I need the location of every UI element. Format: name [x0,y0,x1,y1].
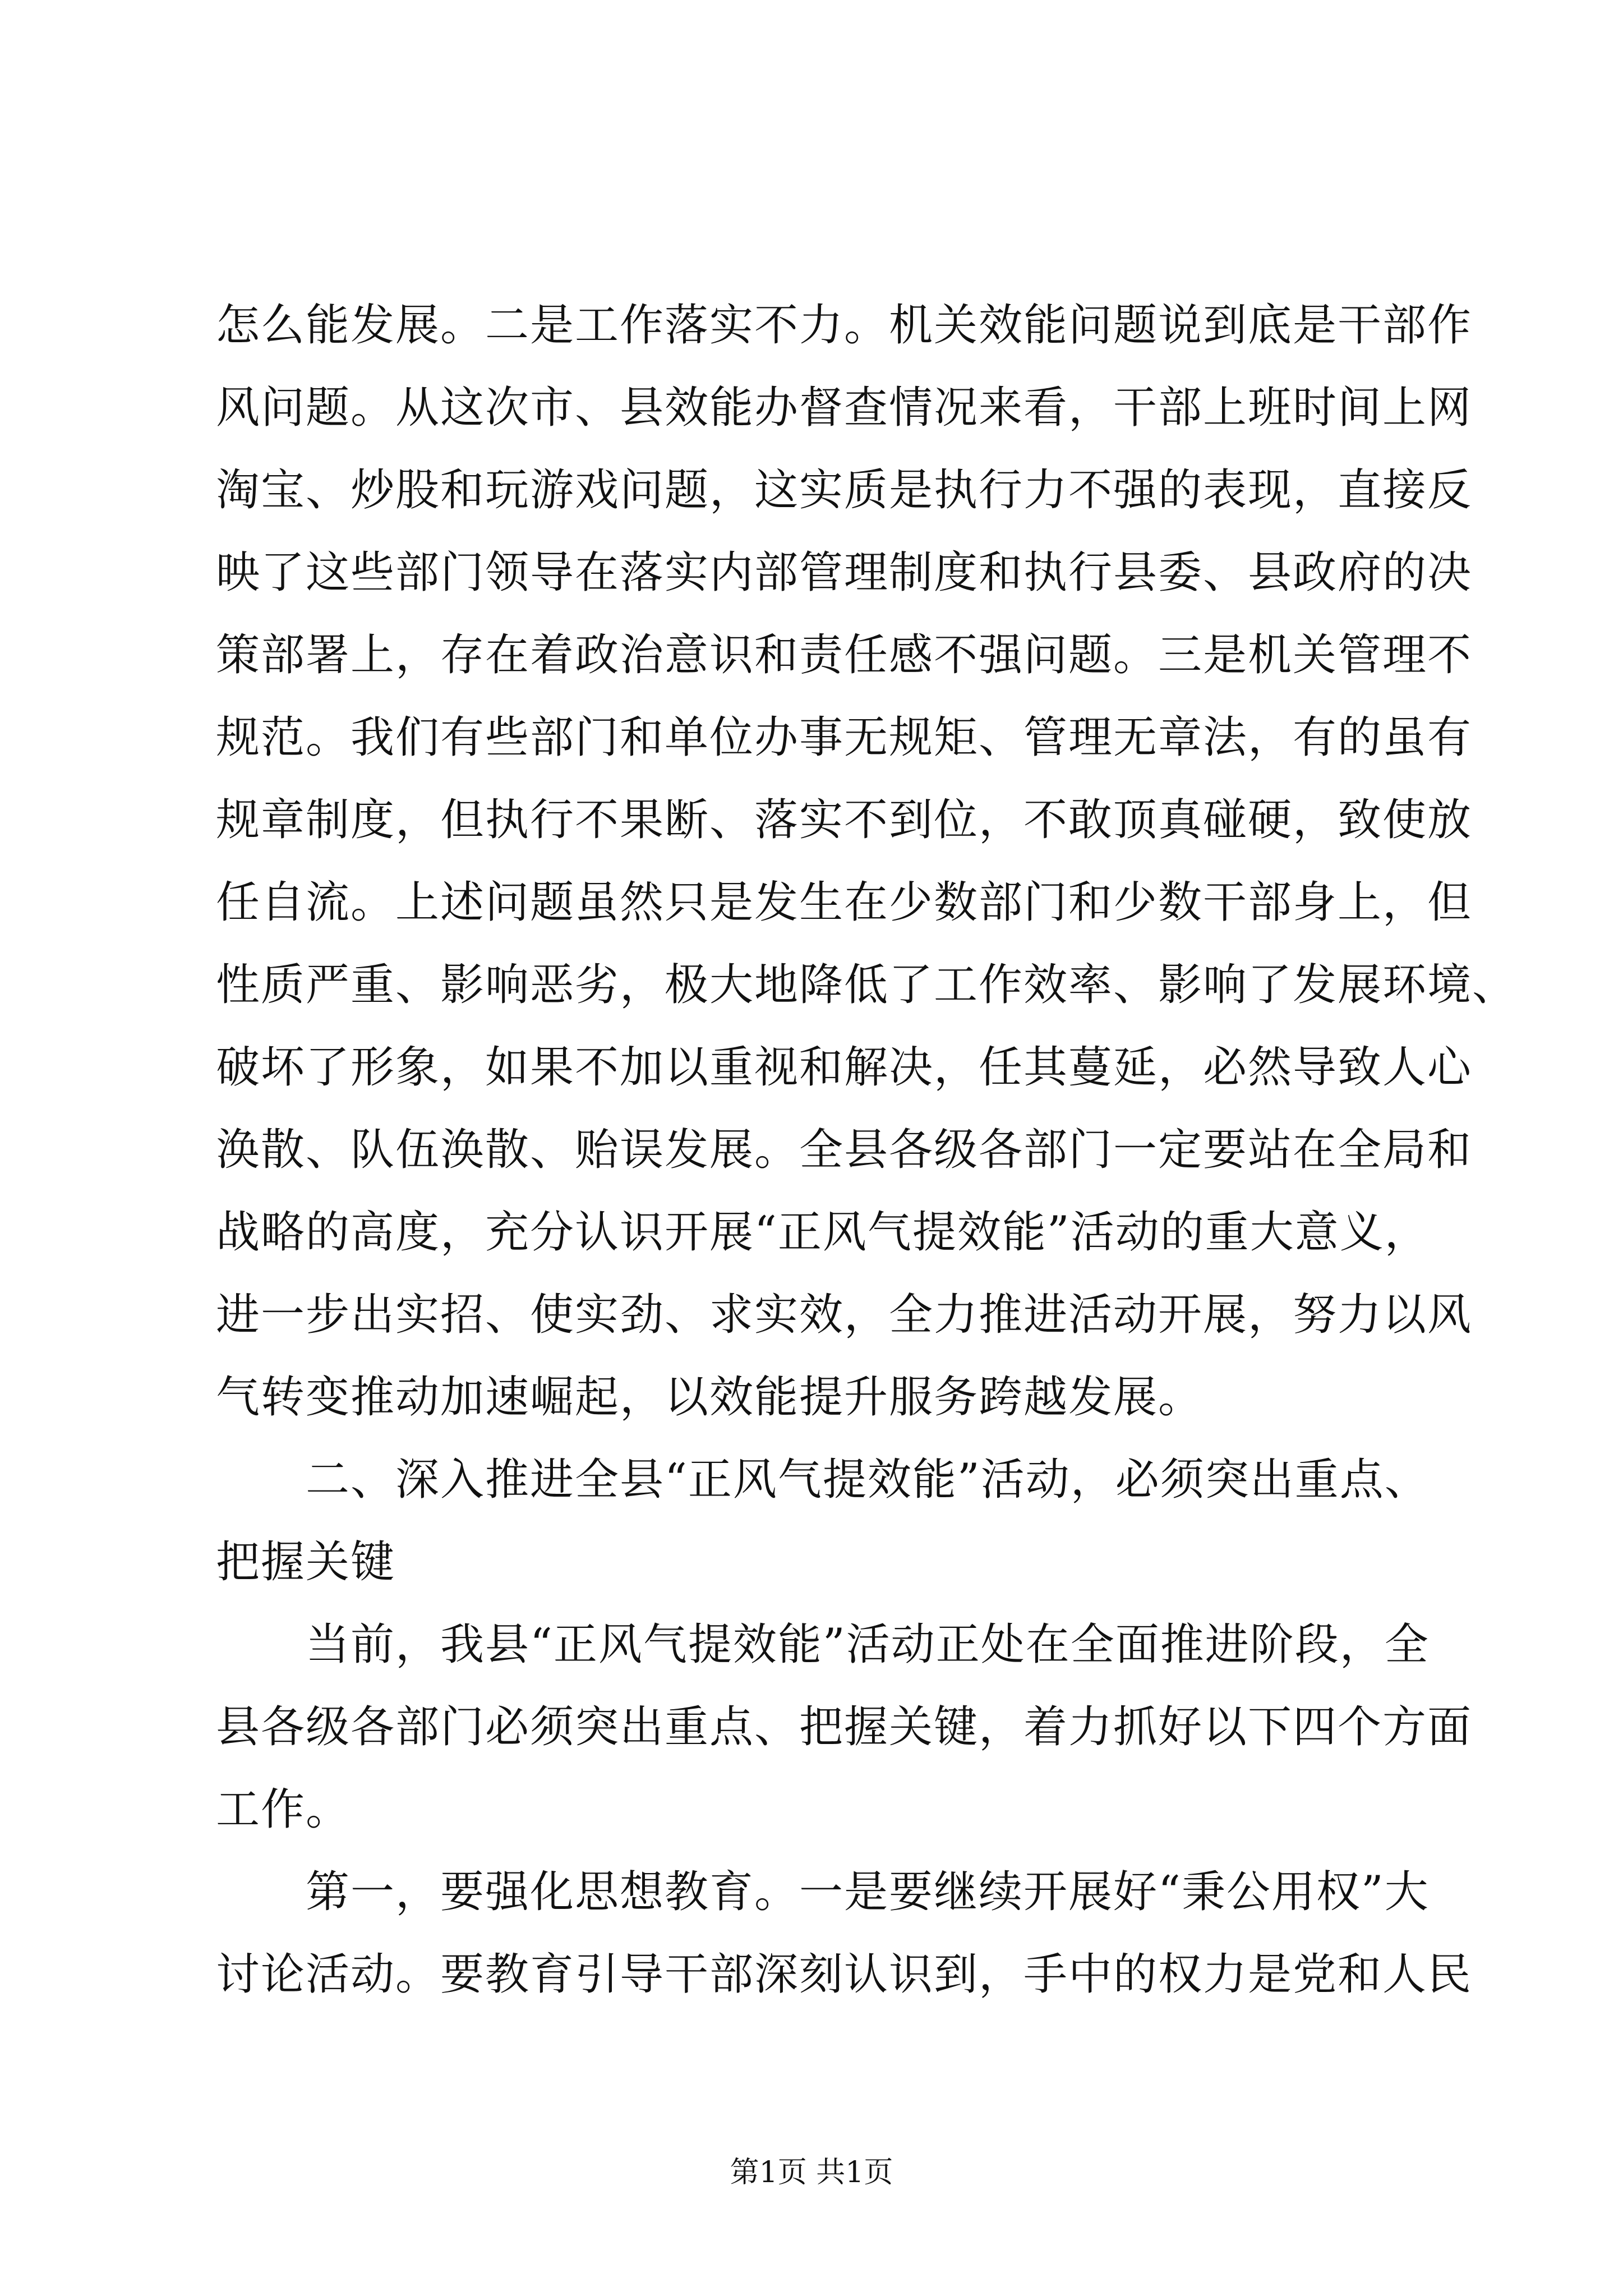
text-line: 映了这些部门领导在落实内部管理制度和执行县委、县政府的决 [216,547,1473,598]
text-line: 规章制度，但执行不果断、落实不到位，不敢顶真碰硬，致使放 [216,795,1473,845]
text-line: 当前，我县“正风气提效能”活动正处在全面推进阶段，全 [306,1619,1430,1670]
text-line: 风问题。从这次市、县效能办督查情况来看，干部上班时间上网 [216,383,1473,433]
text-line: 任自流。上述问题虽然只是发生在少数部门和少数干部身上，但 [216,877,1473,928]
text-line: 涣散、队伍涣散、贻误发展。全县各级各部门一定要站在全局和 [216,1125,1473,1175]
text-line: 工作。 [216,1784,351,1835]
text-line: 县各级各部门必须突出重点、把握关键，着力抓好以下四个方面 [216,1702,1473,1752]
page-footer: 第1页 共1页 [730,2156,893,2189]
text-line: 气转变推动加速崛起，以效能提升服务跨越发展。 [216,1372,1204,1423]
text-line: 第一，要强化思想教育。一是要继续开展好“秉公用权”大 [306,1867,1430,1917]
text-line: 破坏了形象，如果不加以重视和解决，任其蔓延，必然导致人心 [216,1042,1473,1093]
text-line: 淘宝、炒股和玩游戏问题，这实质是执行力不强的表现，直接反 [216,465,1473,516]
text-line: 规范。我们有些部门和单位办事无规矩、管理无章法，有的虽有 [216,712,1473,763]
text-line: 进一步出实招、使实劲、求实效，全力推进活动开展，努力以风 [216,1290,1473,1340]
text-line: 讨论活动。要教育引导干部深刻认识到，手中的权力是党和人民 [216,1949,1473,2000]
section-heading-line: 二、深入推进全县“正风气提效能”活动，必须突出重点、 [306,1455,1430,1505]
text-line: 性质严重、影响恶劣，极大地降低了工作效率、影响了发展环境、 [216,960,1518,1010]
text-line: 战略的高度，充分认识开展“正风气提效能”活动的重大意义， [216,1207,1430,1258]
text-line: 怎么能发展。二是工作落实不力。机关效能问题说到底是干部作 [216,300,1473,351]
text-line: 策部署上，存在着政治意识和责任感不强问题。三是机关管理不 [216,630,1473,680]
section-heading-line: 把握关键 [216,1537,396,1588]
